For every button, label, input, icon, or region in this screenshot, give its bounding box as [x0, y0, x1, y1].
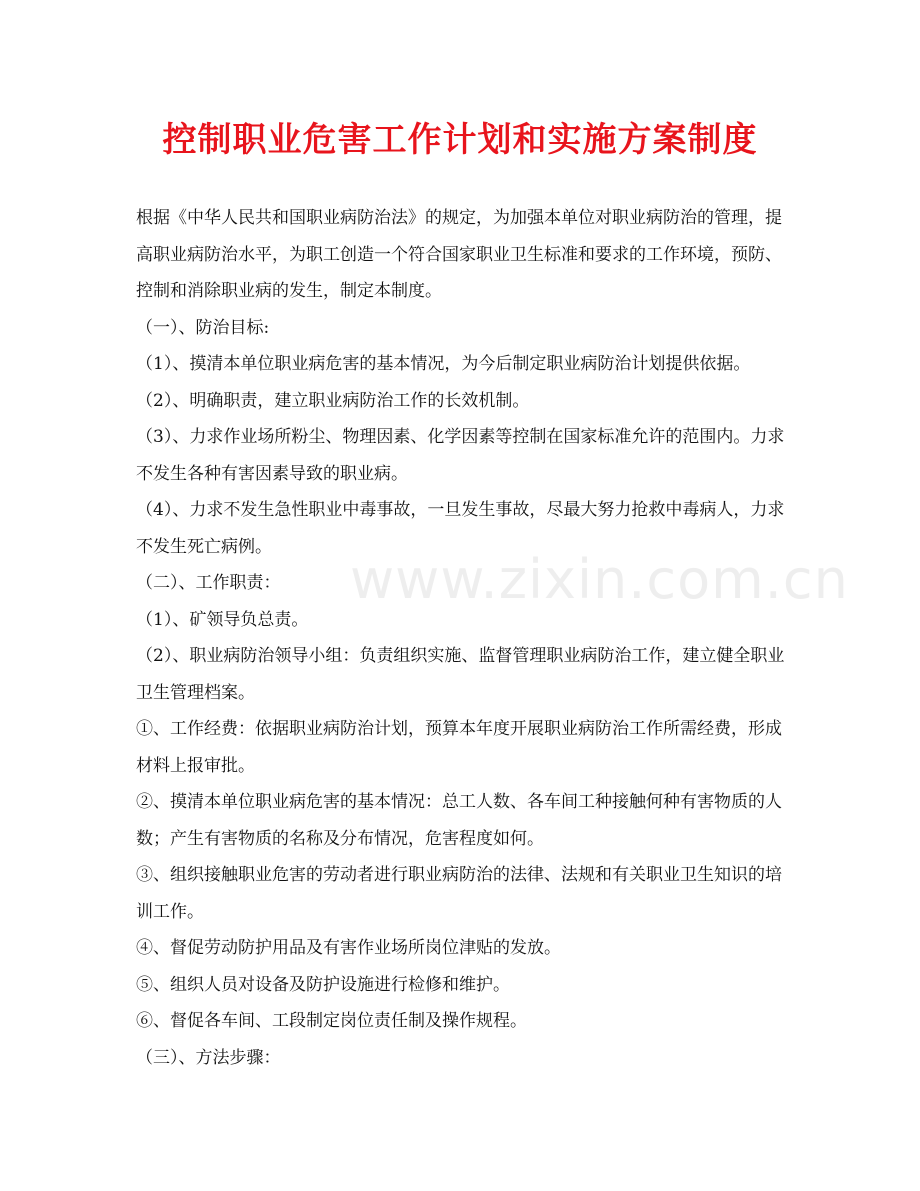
duty-subitem-6: ⑥、督促各车间、工段制定岗位责任制及操作规程。: [136, 1011, 527, 1031]
section-heading-duties: （二）、工作职责：: [136, 573, 281, 593]
duty-subitem-1: ①、工作经费：依据职业病防治计划，预算本年度开展职业病防治工作所需经费，形成材料上报审批。: [136, 719, 782, 776]
duty-item-1: （1）、矿领导负总责。: [136, 609, 309, 630]
duty-subitem-4: ④、督促劳动防护用品及有害作业场所岗位津贴的发放。: [136, 938, 561, 958]
goal-item-3: （3）、力求作业场所粉尘、物理因素、化学因素等控制在国家标准允许的范围内。力求不发生各种有害因素导致的职业病。: [136, 427, 785, 484]
duty-subitem-3: ③、组织接触职业危害的劳动者进行职业病防治的法律、法规和有关职业卫生知识的培训工作。: [136, 865, 782, 922]
section-heading-goals: （一）、防治目标:: [136, 317, 270, 338]
watermark: www.zixin.com.cn: [350, 548, 849, 611]
document-title: 控制职业危害工作计划和实施方案制度: [162, 120, 758, 160]
duty-subitem-5: ⑤、组织人员对设备及防护设施进行检修和维护。: [136, 974, 510, 995]
goal-item-2: （2）、明确职责，建立职业病防治工作的长效机制。: [136, 390, 530, 411]
goal-item-4: （4）、力求不发生急性职业中毒事故，一旦发生事故，尽最大努力抢救中毒病人，力求不发生死亡病例。: [136, 500, 785, 557]
duty-subitem-2: ②、摸清本单位职业病危害的基本情况：总工人数、各车间工种接触何种有害物质的人数；产生有害物质的名称及分布情况，危害程度如何。: [136, 792, 782, 849]
section-heading-steps: （三）、方法步骤：: [136, 1047, 281, 1068]
intro-paragraph: 根据《中华人民共和国职业病防治法》的规定，为加强本单位对职业病防治的管理，提高职业病防治水平，为职工创造一个符合国家职业卫生标准和要求的工作环境，预防、控制和消除职业病的发生，制定本制度。: [136, 208, 782, 301]
document-body: [136, 200, 796, 1076]
duty-item-2: （2）、职业病防治领导小组：负责组织实施、监督管理职业病防治工作，建立健全职业卫生管理档案。: [136, 646, 785, 703]
goal-item-1: （1）、摸清本单位职业病危害的基本情况，为今后制定职业病防治计划提供依据。: [136, 354, 751, 374]
